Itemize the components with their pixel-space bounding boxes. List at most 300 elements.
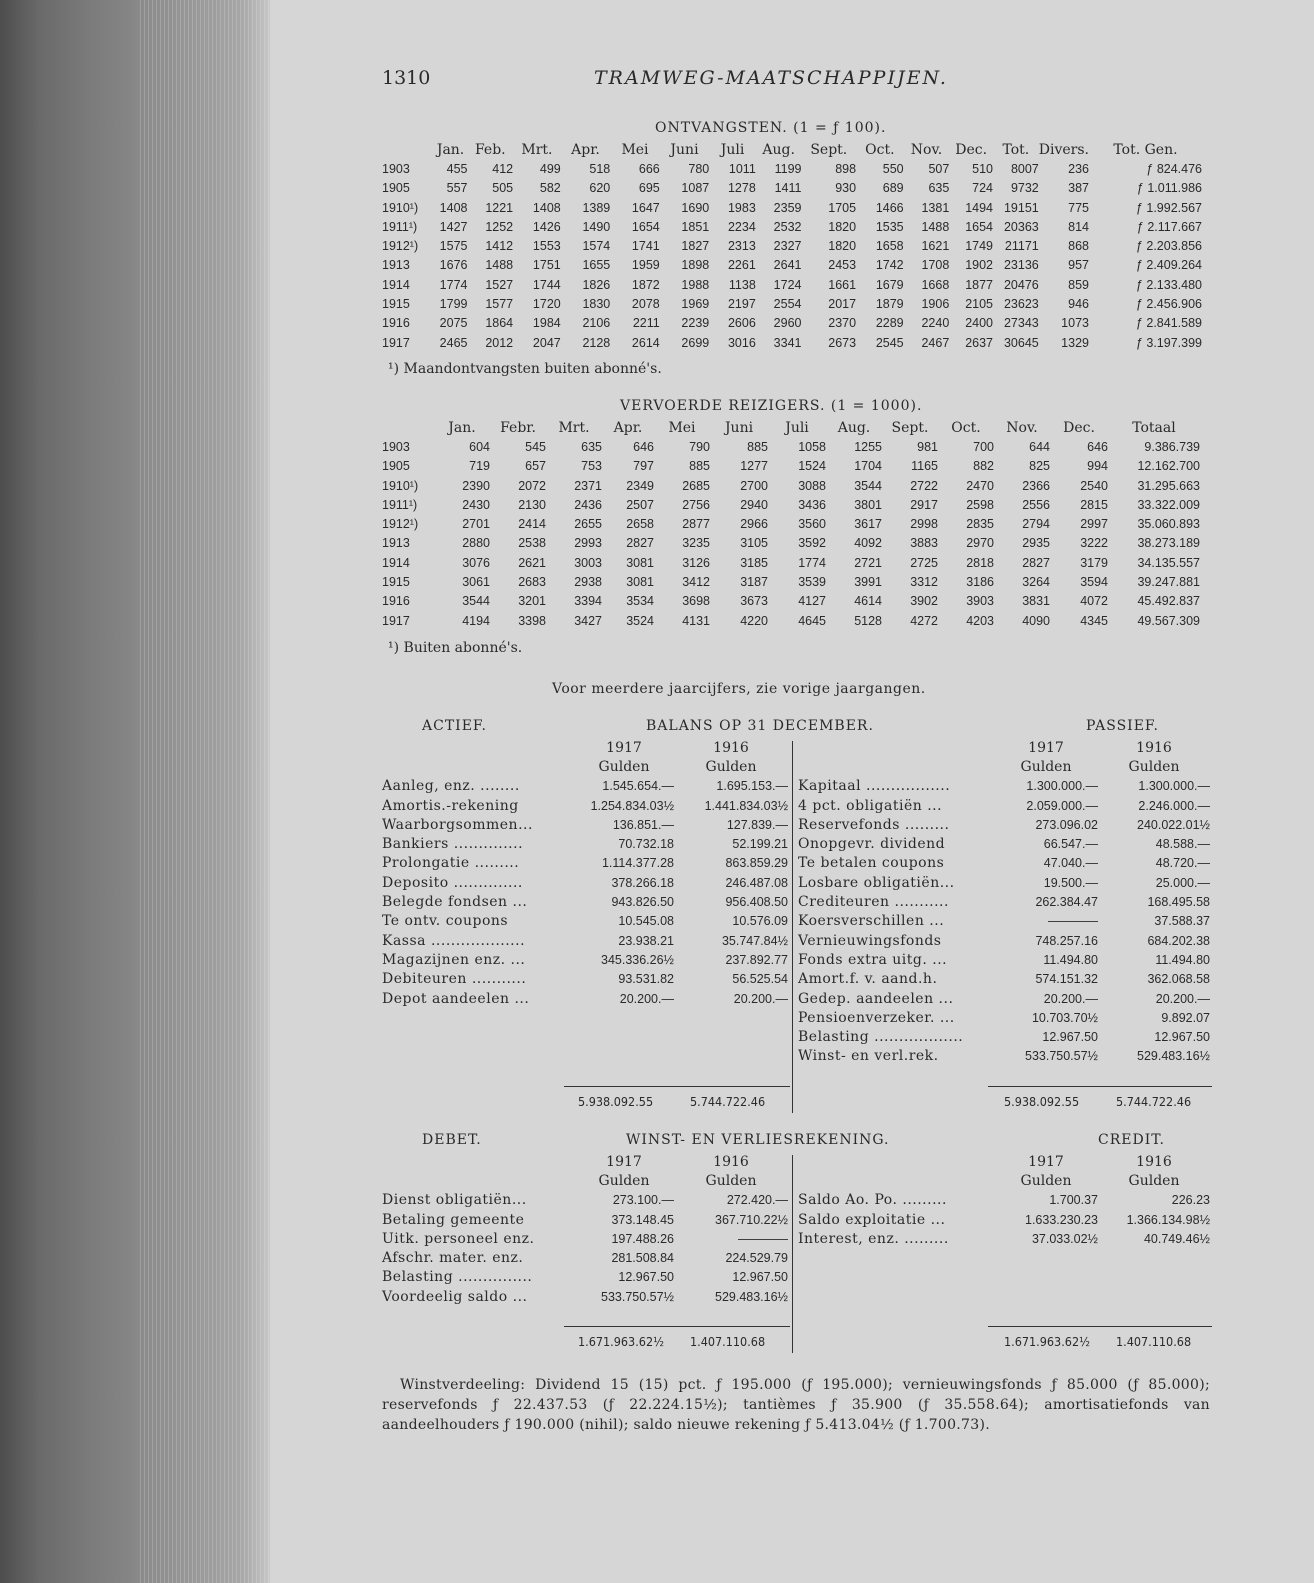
value-cell: 1654 — [631, 219, 660, 234]
value-cell: 2390 — [462, 478, 490, 493]
year-header-row — [798, 1152, 1210, 1171]
corner-cell — [382, 418, 434, 437]
value-cell: 2047 — [532, 335, 561, 350]
unit-header-row — [382, 757, 788, 776]
value-cell: 3016 — [727, 335, 756, 350]
value-cell: 604 — [469, 439, 490, 454]
value-cell: 1720 — [532, 297, 561, 312]
value-cell: 3003 — [574, 555, 602, 570]
table-row — [382, 534, 1200, 553]
table-row — [382, 1248, 788, 1267]
value-cell: 1535 — [875, 219, 904, 234]
unit-header: Gulden — [705, 1172, 757, 1189]
value-cell: 885 — [689, 459, 710, 474]
value-cell: 3539 — [798, 575, 826, 590]
value-cell: 1277 — [740, 459, 768, 474]
unit-header: Gulden — [705, 758, 757, 775]
value-cell: 1658 — [875, 239, 904, 254]
winst-title: WINST- EN VERLIESREKENING. — [626, 1132, 890, 1148]
value-cell: 12.162.700 — [1137, 459, 1200, 474]
passief-title: PASSIEF. — [1086, 718, 1159, 734]
value-cell: 2673 — [828, 335, 857, 350]
value-cell: 2400 — [965, 316, 994, 331]
value-cell: 1749 — [965, 239, 994, 254]
value-1917: 20.200.— — [619, 991, 674, 1006]
value-cell: 2538 — [518, 536, 546, 551]
value-cell: 2683 — [518, 575, 546, 590]
value-cell: 3594 — [1080, 575, 1108, 590]
year-cell: 1915 — [382, 297, 410, 312]
value-cell: 4645 — [798, 613, 826, 628]
value-cell: 1661 — [828, 277, 857, 292]
value-cell: 4131 — [682, 613, 710, 628]
item-label: Belasting ............... — [382, 1269, 533, 1286]
value-1917: 1.254.834.03½ — [590, 798, 674, 813]
value-cell: 2880 — [462, 536, 490, 551]
value-1916: 52.199.21 — [732, 837, 788, 852]
value-1916: 20.200.— — [733, 991, 788, 1006]
value-1916: 684.202.38 — [1147, 933, 1210, 948]
year-cell: 1912¹) — [382, 517, 419, 532]
value-cell: 1679 — [875, 277, 904, 292]
debet-title: DEBET. — [422, 1132, 482, 1148]
value-cell: 499 — [539, 161, 561, 176]
table-row — [382, 1287, 788, 1306]
table-row — [382, 333, 1202, 352]
value-cell: 700 — [973, 439, 994, 454]
year-cell: 1914 — [382, 555, 410, 570]
value-cell: 753 — [581, 459, 602, 474]
table-row — [798, 989, 1210, 1008]
value-1917: 11.494.80 — [1043, 952, 1098, 967]
year-header: 1916 — [1136, 739, 1172, 756]
column-header: Aug. — [762, 141, 795, 158]
value-1917: 10.703.70½ — [1031, 1010, 1098, 1025]
value-cell: 1647 — [631, 200, 660, 215]
value-cell: 2827 — [1022, 555, 1050, 570]
value-cell: 2917 — [910, 497, 938, 512]
value-1916: 1.366.134.98½ — [1126, 1212, 1210, 1227]
column-header: Tot. — [1002, 141, 1030, 158]
value-1916: 48.588.— — [1155, 837, 1210, 852]
value-cell: 1984 — [532, 316, 561, 331]
value-cell: 797 — [633, 459, 654, 474]
value-cell: 2240 — [921, 316, 950, 331]
value-cell: 2532 — [773, 219, 802, 234]
item-label: Belasting .................. — [798, 1029, 964, 1046]
table-row — [798, 777, 1210, 796]
value-cell: 2614 — [631, 335, 660, 350]
year-cell: 1903 — [382, 161, 410, 176]
column-header: Nov. — [1006, 419, 1038, 436]
value-cell: 3061 — [462, 575, 490, 590]
value-cell: 3187 — [740, 575, 768, 590]
value-cell: 3412 — [682, 575, 710, 590]
value-cell: 1751 — [532, 258, 561, 273]
value-cell: 3698 — [682, 594, 710, 609]
value-cell: 2818 — [966, 555, 994, 570]
value-cell: 1412 — [485, 239, 514, 254]
value-cell: 1553 — [532, 239, 561, 254]
value-cell: 35.060.893 — [1137, 517, 1200, 532]
value-1916: 863.859.29 — [725, 856, 788, 871]
value-cell: 1527 — [485, 277, 514, 292]
passief-table — [798, 738, 1210, 1066]
value-cell: 9732 — [1010, 181, 1039, 196]
value-cell: 1774 — [798, 555, 826, 570]
column-header: Sept. — [891, 419, 929, 436]
blank-cell — [382, 1152, 574, 1171]
value-cell: 2794 — [1022, 517, 1050, 532]
value-cell: 1389 — [582, 200, 611, 215]
table-row — [382, 1268, 788, 1287]
value-cell: 2966 — [740, 517, 768, 532]
year-cell: 1910¹) — [382, 200, 419, 215]
value-cell: 3427 — [574, 613, 602, 628]
table-row — [382, 275, 1202, 294]
actief-table — [382, 738, 788, 1008]
value-cell: 2722 — [910, 478, 938, 493]
value-1917: 12.967.50 — [618, 1270, 674, 1285]
year-header: 1917 — [1028, 1153, 1064, 1170]
year-cell: 1913 — [382, 258, 410, 273]
actief-total-1917: 5.938.092.55 — [578, 1094, 654, 1109]
table-row — [382, 437, 1200, 456]
value-1917: 136.851.— — [612, 817, 674, 832]
value-cell: 1864 — [485, 316, 514, 331]
item-label: Deposito .............. — [382, 874, 523, 891]
year-cell: 1905 — [382, 459, 410, 474]
value-cell: 4203 — [966, 613, 994, 628]
winst-divider — [792, 1155, 793, 1353]
column-header: Juni — [670, 141, 699, 158]
value-cell: 2685 — [682, 478, 710, 493]
value-cell: 1988 — [681, 277, 710, 292]
balans-divider — [792, 741, 793, 1113]
value-cell: 1820 — [828, 219, 857, 234]
value-cell: 3185 — [740, 555, 768, 570]
value-cell: ƒ 2.841.589 — [1135, 316, 1202, 331]
value-cell: 3076 — [462, 555, 490, 570]
item-label: Te ontv. coupons — [382, 913, 509, 930]
value-1916: 367.710.22½ — [715, 1212, 788, 1227]
value-cell: 1574 — [582, 239, 611, 254]
table-row — [382, 815, 788, 834]
value-cell: 2012 — [485, 335, 514, 350]
value-cell: 2234 — [727, 219, 756, 234]
value-cell: 882 — [973, 459, 994, 474]
value-1916: 1.300.000.— — [1138, 779, 1210, 794]
item-label: Saldo exploitatie ... — [798, 1211, 946, 1228]
value-cell: 39.247.881 — [1137, 575, 1200, 590]
value-1916: 56.525.54 — [732, 972, 788, 987]
item-label: Vernieuwingsfonds — [798, 932, 942, 949]
column-header: Jan. — [436, 141, 465, 158]
value-cell: 2554 — [773, 297, 802, 312]
value-cell: 1690 — [681, 200, 710, 215]
ontvangsten-footnote: ¹) Maandontvangsten buiten abonné's. — [388, 361, 662, 377]
value-cell: ƒ 1.011.986 — [1136, 181, 1202, 196]
value-cell: 1087 — [681, 181, 710, 196]
credit-total-1916: 1.407.110.68 — [1116, 1334, 1192, 1349]
value-cell: 1252 — [485, 219, 514, 234]
value-1917: 574.151.32 — [1035, 972, 1098, 987]
value-cell: 1879 — [875, 297, 904, 312]
value-cell: 2970 — [966, 536, 994, 551]
unit-header: Gulden — [598, 758, 650, 775]
value-cell: 4272 — [910, 613, 938, 628]
column-header: Nov. — [910, 141, 943, 158]
value-cell: 3436 — [798, 497, 826, 512]
table-row — [382, 572, 1200, 591]
value-1916: 127.839.— — [726, 817, 788, 832]
value-cell: 3222 — [1080, 536, 1108, 551]
value-cell: 236 — [1068, 161, 1089, 176]
debet-total-rule — [564, 1326, 790, 1327]
year-header: 1917 — [1028, 739, 1064, 756]
value-cell: 4090 — [1022, 613, 1050, 628]
item-label: Pensioenverzeker. ... — [798, 1009, 955, 1026]
table-row — [798, 854, 1210, 873]
value-1917: 23.938.21 — [618, 933, 674, 948]
item-label: Magazijnen enz. ... — [382, 951, 526, 968]
blank-cell — [798, 1171, 994, 1190]
table-row — [798, 1027, 1210, 1046]
value-1916: 20.200.— — [1155, 991, 1210, 1006]
value-cell: 4614 — [854, 594, 882, 609]
value-cell: 1959 — [631, 258, 660, 273]
credit-total-rule — [988, 1326, 1212, 1327]
item-label: Amort.f. v. aand.h. — [798, 971, 938, 988]
column-header: Divers. — [1038, 141, 1089, 158]
value-cell: 5128 — [854, 613, 882, 628]
unit-header: Gulden — [598, 1172, 650, 1189]
unit-header-row — [798, 1171, 1210, 1190]
item-label: Interest, enz. ......... — [798, 1230, 949, 1247]
value-cell: 1969 — [681, 297, 710, 312]
value-cell: 2699 — [681, 335, 710, 350]
value-cell: 3673 — [740, 594, 768, 609]
value-cell: 2017 — [828, 297, 857, 312]
table-row — [382, 1210, 788, 1229]
value-cell: 31.295.663 — [1137, 478, 1200, 493]
value-cell: 2507 — [626, 497, 654, 512]
value-cell: 557 — [446, 181, 468, 196]
value-cell: 868 — [1068, 239, 1089, 254]
value-cell: 859 — [1068, 277, 1089, 292]
value-cell: 2197 — [727, 297, 756, 312]
value-cell: 19151 — [1003, 200, 1039, 215]
table-row — [382, 592, 1200, 611]
value-cell: 814 — [1068, 219, 1089, 234]
header-row — [382, 140, 1202, 159]
table-row — [798, 1008, 1210, 1027]
value-cell: 2540 — [1080, 478, 1108, 493]
value-1917: 345.336.26½ — [601, 952, 674, 967]
item-label: Reservefonds ......... — [798, 816, 950, 833]
value-1916: 529.483.16½ — [1137, 1049, 1210, 1064]
value-cell: 518 — [589, 161, 611, 176]
item-label: Aanleg, enz. ........ — [382, 778, 520, 795]
value-cell: 635 — [928, 181, 950, 196]
column-header: Mei — [668, 419, 696, 436]
table-row — [382, 236, 1202, 255]
column-header: Aug. — [837, 419, 871, 436]
value-cell: 1902 — [965, 258, 994, 273]
value-1916: 9.892.07 — [1161, 1010, 1210, 1025]
table-row — [382, 495, 1200, 514]
value-cell: 3398 — [518, 613, 546, 628]
table-row — [382, 553, 1200, 572]
value-cell: 1278 — [727, 181, 756, 196]
value-cell: 3394 — [574, 594, 602, 609]
value-cell: 4072 — [1080, 594, 1108, 609]
item-label: 4 pct. obligatiën ... — [798, 797, 943, 814]
value-cell: 2130 — [518, 497, 546, 512]
unit-header: Gulden — [1020, 758, 1072, 775]
value-1917: 378.266.18 — [611, 875, 674, 890]
value-cell: 9.386.739 — [1144, 439, 1200, 454]
value-cell: 1221 — [485, 200, 514, 215]
item-label: Fonds extra uitg. ... — [798, 951, 948, 968]
unit-header-row — [798, 757, 1210, 776]
value-cell: 3088 — [798, 478, 826, 493]
value-cell: 30645 — [1003, 335, 1039, 350]
value-cell: 1411 — [774, 181, 802, 196]
table-row — [382, 796, 788, 815]
value-cell: 3991 — [854, 575, 882, 590]
value-cell: 1381 — [921, 200, 950, 215]
value-cell: 1774 — [439, 277, 468, 292]
actief-total-1916: 5.744.722.46 — [690, 1094, 766, 1109]
table-row — [382, 834, 788, 853]
value-cell: 1830 — [582, 297, 611, 312]
value-1916: 35.747.84½ — [721, 933, 788, 948]
value-1917: 1.700.37 — [1049, 1193, 1098, 1208]
value-cell: 2239 — [681, 316, 710, 331]
value-cell: ƒ 2.203.856 — [1135, 239, 1202, 254]
value-cell: 1872 — [631, 277, 660, 292]
table-row — [382, 217, 1202, 236]
value-cell: 1708 — [921, 258, 950, 273]
item-label: Dienst obligatiën... — [382, 1192, 527, 1209]
value-cell: 3201 — [518, 594, 546, 609]
value-cell: 994 — [1087, 459, 1108, 474]
table-row — [382, 314, 1202, 333]
value-cell: 455 — [446, 161, 468, 176]
value-1917: 19.500.— — [1043, 875, 1098, 890]
value-cell: 4127 — [798, 594, 826, 609]
value-cell: 1654 — [965, 219, 994, 234]
value-cell: 1621 — [921, 239, 950, 254]
value-cell: ƒ 2.133.480 — [1135, 277, 1202, 292]
balans-title: BALANS OP 31 DECEMBER. — [646, 718, 874, 734]
passief-total-1917: 5.938.092.55 — [1004, 1094, 1080, 1109]
value-cell: 2655 — [574, 517, 602, 532]
value-1916: 12.967.50 — [732, 1270, 788, 1285]
value-cell: 2637 — [965, 335, 994, 350]
blank-cell — [382, 738, 574, 757]
value-cell: 3081 — [626, 555, 654, 570]
year-cell: 1911¹) — [382, 497, 418, 512]
value-cell: 27343 — [1003, 316, 1039, 331]
value-1916: 272.420.— — [726, 1193, 788, 1208]
value-cell: 1426 — [532, 219, 561, 234]
value-1917: 12.967.50 — [1042, 1030, 1098, 1045]
value-cell: 2366 — [1022, 478, 1050, 493]
value-cell: 2877 — [682, 517, 710, 532]
value-cell: 646 — [1087, 439, 1108, 454]
value-cell: 1138 — [728, 277, 756, 292]
value-cell: 775 — [1068, 200, 1089, 215]
value-cell: 3592 — [798, 536, 826, 551]
value-cell: 2940 — [740, 497, 768, 512]
column-header: Oct. — [865, 141, 895, 158]
table-row — [382, 611, 1200, 630]
value-cell: 1255 — [854, 439, 882, 454]
value-1916: 10.576.09 — [732, 914, 788, 929]
value-cell: 2621 — [518, 555, 546, 570]
value-cell: 1655 — [582, 258, 611, 273]
item-label: Winst- en verl.rek. — [798, 1048, 939, 1065]
value-cell: 3186 — [966, 575, 994, 590]
value-1917: 1.300.000.— — [1026, 779, 1098, 794]
value-cell: 1494 — [965, 200, 994, 215]
value-cell: 38.273.189 — [1137, 536, 1200, 551]
column-header: Febr. — [500, 419, 536, 436]
value-cell: 3524 — [626, 613, 654, 628]
table-row — [382, 1229, 788, 1248]
table-row — [798, 873, 1210, 892]
credit-table — [798, 1152, 1210, 1248]
item-label: Kapitaal ................. — [798, 778, 951, 795]
value-1917: 373.148.45 — [611, 1212, 674, 1227]
value-cell: 8007 — [1010, 161, 1039, 176]
value-1917: 66.547.— — [1043, 837, 1098, 852]
year-cell: 1903 — [382, 439, 410, 454]
value-cell: 957 — [1068, 258, 1089, 273]
note-line: Voor meerdere jaarcijfers, zie vorige jaargangen. — [552, 681, 926, 697]
blank-cell — [798, 1152, 994, 1171]
value-cell: 2371 — [574, 478, 602, 493]
item-label: Debiteuren ........... — [382, 971, 527, 988]
value-cell: 2998 — [910, 517, 938, 532]
year-cell: 1911¹) — [382, 219, 418, 234]
value-cell: 695 — [638, 181, 660, 196]
item-label: Gedep. aandeelen ... — [798, 990, 954, 1007]
value-cell: 21171 — [1004, 239, 1039, 254]
value-cell: 981 — [917, 439, 938, 454]
table-row — [382, 873, 788, 892]
table-row — [382, 514, 1200, 533]
value-cell: 780 — [688, 161, 710, 176]
value-cell: 2327 — [773, 239, 802, 254]
value-cell: 2261 — [727, 258, 756, 273]
value-cell: 1488 — [921, 219, 950, 234]
value-cell: 4345 — [1080, 613, 1108, 628]
value-cell: 3341 — [773, 335, 802, 350]
value-cell: 582 — [539, 181, 561, 196]
value-cell: 1827 — [681, 239, 710, 254]
value-1917: 93.531.82 — [618, 972, 674, 987]
year-cell: 1914 — [382, 277, 410, 292]
value-1916: 12.967.50 — [1154, 1030, 1210, 1045]
value-cell: 2470 — [966, 478, 994, 493]
year-cell: 1915 — [382, 575, 410, 590]
value-cell: 946 — [1068, 297, 1089, 312]
value-cell: 1466 — [875, 200, 904, 215]
value-cell: 1524 — [798, 459, 826, 474]
